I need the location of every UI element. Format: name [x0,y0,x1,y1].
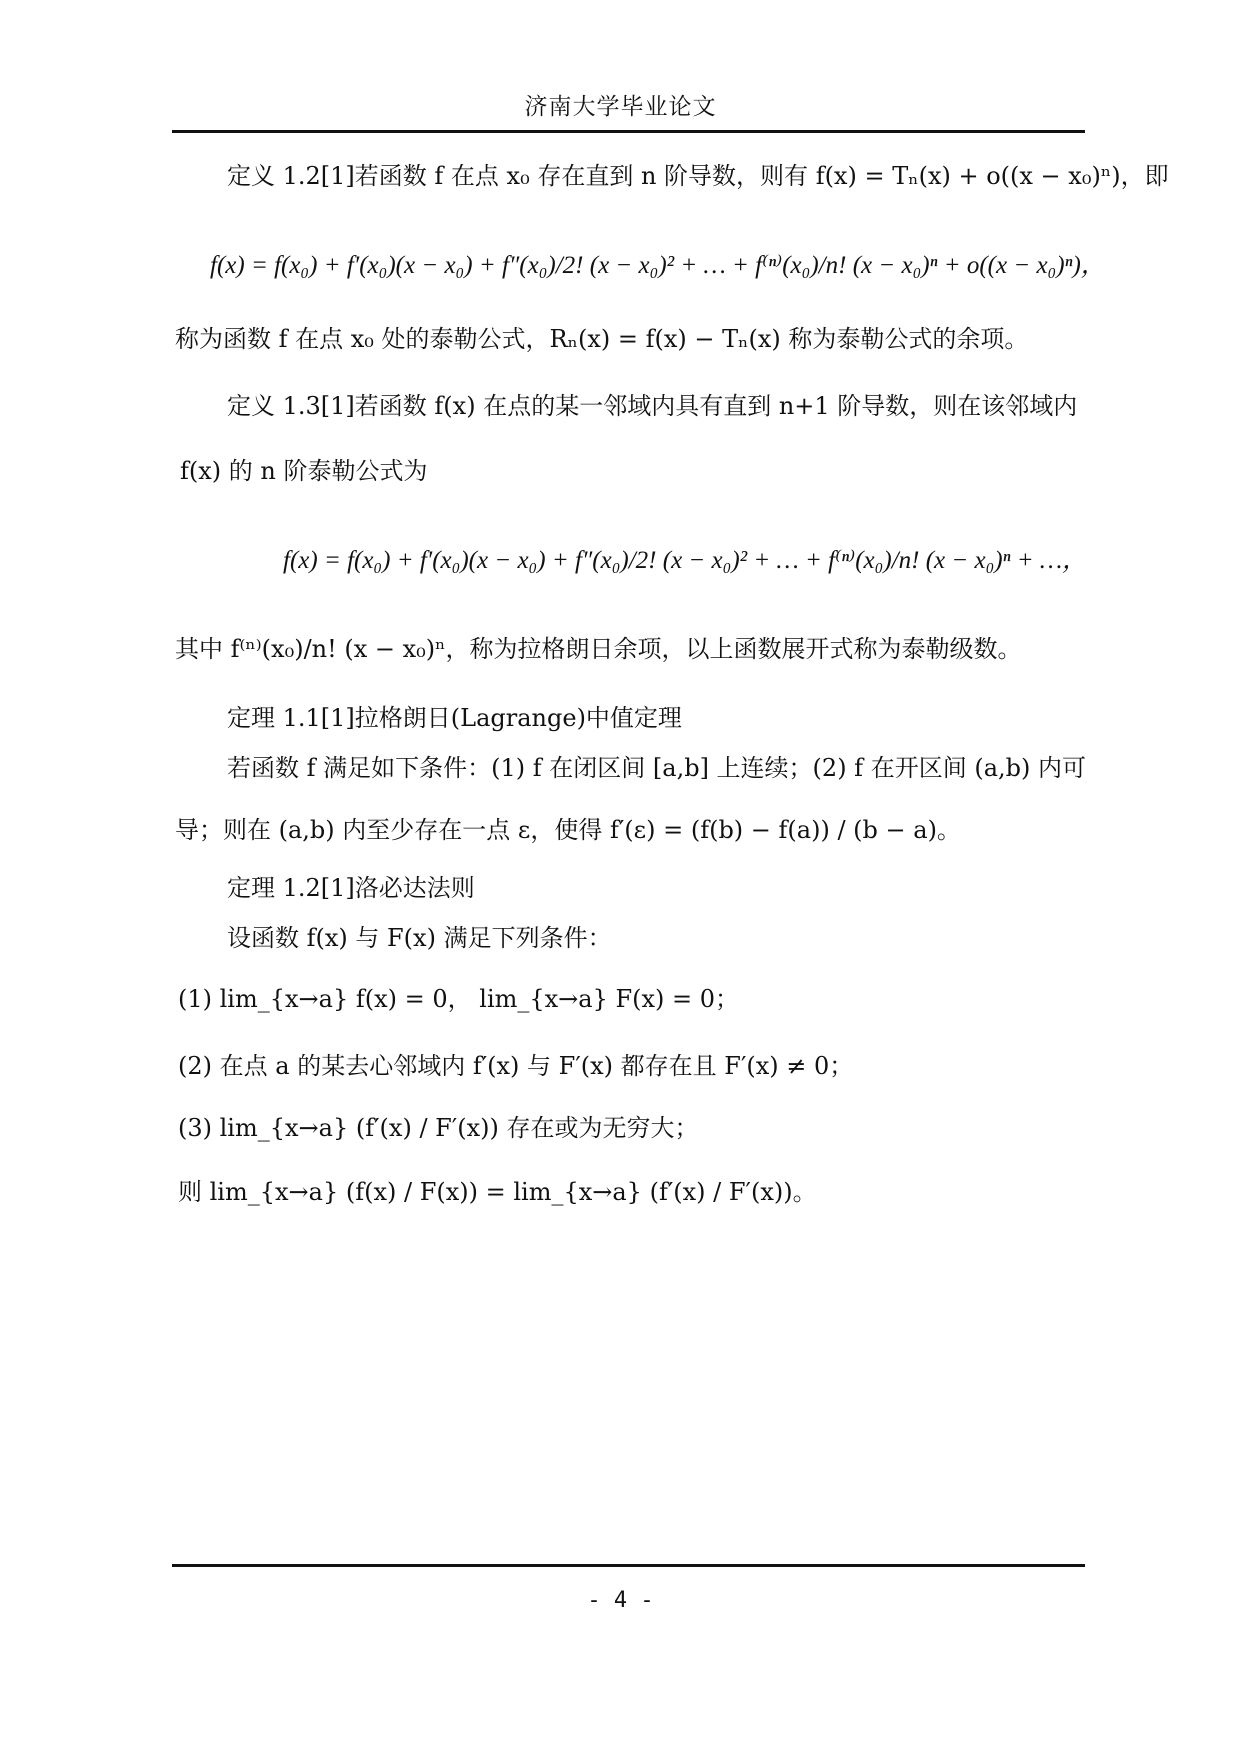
condition-3: (3) lim_{x→a} (f′(x) / F′(x)) 存在或为无穷大； [178,1114,699,1142]
theorem-1-1-conditions: 若函数 f 满足如下条件：(1) f 在闭区间 [a,b] 上连续；(2) f 在开区间 (a,b) 内可 [227,754,1086,782]
lagrange-remainder-description: 其中 f⁽ⁿ⁾(x₀)/n! (x − x₀)ⁿ，称为拉格朗日余项，以上函数展开式称为泰勒级数。 [175,635,1022,663]
taylor-expansion-equation: f(x) = f(x₀) + f′(x₀)(x − x₀) + f″(x₀)/2! (x − x₀)² + … + f⁽ⁿ⁾(x₀)/n! (x − x₀)ⁿ + o((x − x₀)ⁿ)， [210,252,1106,279]
taylor-formula-description: 称为函数 f 在点 x₀ 处的泰勒公式，Rₙ(x) = f(x) − Tₙ(x) 称为泰勒公式的余项。 [175,325,1029,353]
condition-1: (1) lim_{x→a} f(x) = 0， lim_{x→a} F(x) = 0； [178,985,740,1013]
theorem-1-2-intro: 设函数 f(x) 与 F(x) 满足下列条件： [227,924,612,952]
taylor-series-equation: f(x) = f(x₀) + f′(x₀)(x − x₀) + f″(x₀)/2! (x − x₀)² + … + f⁽ⁿ⁾(x₀)/n! (x − x₀)ⁿ + …， [283,547,1088,574]
definition-1-3: 定义 1.3[1]若函数 f(x) 在点的某一邻域内具有直到 n+1 阶导数，则在该邻域内 [227,392,1078,420]
theorem-1-1-title: 定理 1.1[1]拉格朗日(Lagrange)中值定理 [227,704,682,732]
header-rule [172,130,1085,133]
definition-1-2: 定义 1.2[1]若函数 f 在点 x₀ 存在直到 n 阶导数，则有 f(x) = Tₙ(x) + o((x − x₀)ⁿ)，即 [227,162,1169,190]
theorem-1-2-title: 定理 1.2[1]洛必达法则 [227,874,475,902]
condition-2: (2) 在点 a 的某去心邻域内 f′(x) 与 F′(x) 都存在且 F′(x) ≠ 0； [178,1052,854,1080]
lhopital-conclusion: 则 lim_{x→a} (f(x) / F(x)) = lim_{x→a} (f′(x) / F′(x))。 [178,1178,817,1206]
page-number: - 4 - [587,1588,654,1613]
footer-rule [172,1564,1085,1567]
theorem-1-1-conclusion: 导；则在 (a,b) 内至少存在一点 ε，使得 f′(ε) = (f(b) − f(a)) / (b − a)。 [175,816,961,844]
definition-1-3-continued: f(x) 的 n 阶泰勒公式为 [180,457,428,485]
running-header: 济南大学毕业论文 [524,94,717,120]
